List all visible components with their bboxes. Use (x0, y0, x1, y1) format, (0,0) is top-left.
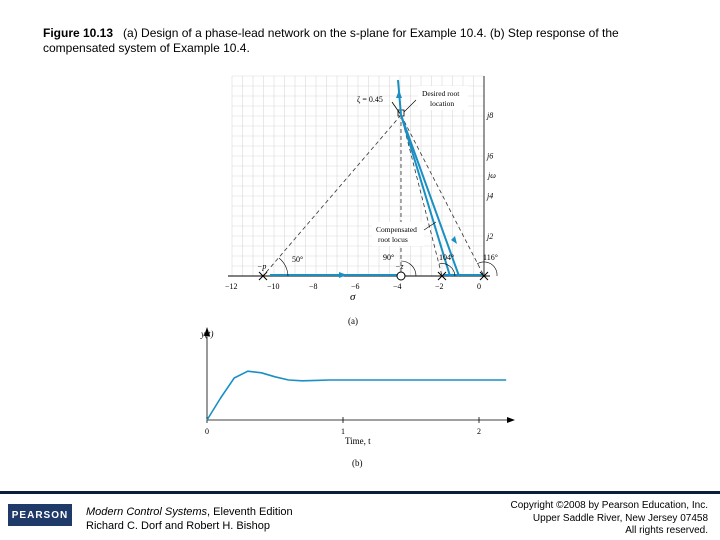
arrow-up (396, 90, 402, 98)
y-axis-label: y(t) (201, 329, 214, 339)
jomega-tick-label: j2 (487, 231, 494, 241)
sigma-tick-label: 0 (477, 282, 481, 291)
copyright-notice (511, 500, 709, 538)
compensated-locus-label (372, 222, 424, 246)
time-tick-label: 1 (341, 427, 345, 436)
arrow-branch (451, 236, 457, 244)
sigma-tick-label: −4 (393, 282, 402, 291)
time-tick-label: 0 (205, 427, 209, 436)
desired-root-label (418, 86, 468, 110)
locus-branch-right (401, 115, 459, 276)
arc-50 (279, 258, 288, 276)
time-tick-label: 2 (477, 427, 481, 436)
copyright-line3: All rights reserved. (625, 525, 708, 536)
figure-b-sublabel: (b) (352, 458, 363, 468)
compensated-line2: root locus (378, 235, 408, 244)
sigma-tick-label: −6 (351, 282, 360, 291)
sigma-tick-label: −8 (309, 282, 318, 291)
caption-text: (a) Design of a phase-lead network on the s-plane for Example 10.4. (b) Step response of the compensated system of Example 10.4. (43, 26, 619, 55)
zero-point-label: −z (395, 262, 404, 271)
jomega-tick-label: j8 (487, 111, 494, 121)
jomega-tick-label: j4 (487, 191, 494, 201)
angle-label-104: 104° (439, 253, 455, 262)
figure-a-sublabel: (a) (348, 316, 358, 326)
book-credit (86, 505, 293, 533)
jomega-label: jω (488, 171, 496, 180)
jomega-tick-label: j6 (487, 151, 494, 161)
copyright-line1: Copyright ©2008 by Pearson Education, Inc. (510, 500, 708, 511)
caption-label: Figure 10.13 (43, 26, 114, 40)
angle-label-90: 90° (383, 253, 395, 262)
book-title: Modern Control Systems (86, 506, 208, 518)
x-axis-arrow (507, 417, 515, 423)
figure-caption (43, 26, 683, 56)
book-authors: Richard C. Dorf and Robert H. Bishop (86, 520, 271, 532)
locus-arrows (339, 90, 457, 278)
x-axis-label: Time, t (345, 436, 371, 446)
sigma-tick-label: −2 (435, 282, 444, 291)
sigma-tick-labels (225, 282, 481, 291)
pole-point-label: −p (257, 262, 267, 271)
arrow-real-axis (339, 272, 347, 278)
publisher-logo: PEARSON (8, 504, 72, 526)
angle-label-50: 50° (292, 255, 304, 264)
step-response-plot (195, 322, 515, 472)
sigma-label: σ (350, 291, 356, 303)
arc-116 (477, 262, 497, 276)
copyright-line2: Upper Saddle River, New Jersey 07458 (532, 512, 708, 524)
desired-root-line2: location (430, 99, 455, 108)
zeta-label: ζ = 0.45 (357, 95, 383, 104)
compensated-line1: Compensated (376, 225, 417, 234)
footer-divider (0, 491, 720, 494)
compensator-zero-marker (397, 272, 405, 280)
book-edition: , Eleventh Edition (207, 506, 293, 518)
dash-to-pole-minus2 (401, 115, 442, 276)
sigma-tick-label: −12 (225, 282, 238, 291)
step-response-curve (207, 371, 506, 420)
dash-to-compensator-pole (263, 115, 401, 276)
desired-root-line1: Desired root (422, 89, 460, 98)
s-plane-diagram (200, 72, 510, 330)
sigma-tick-label: −10 (267, 282, 280, 291)
angle-label-116: 116° (483, 253, 498, 262)
